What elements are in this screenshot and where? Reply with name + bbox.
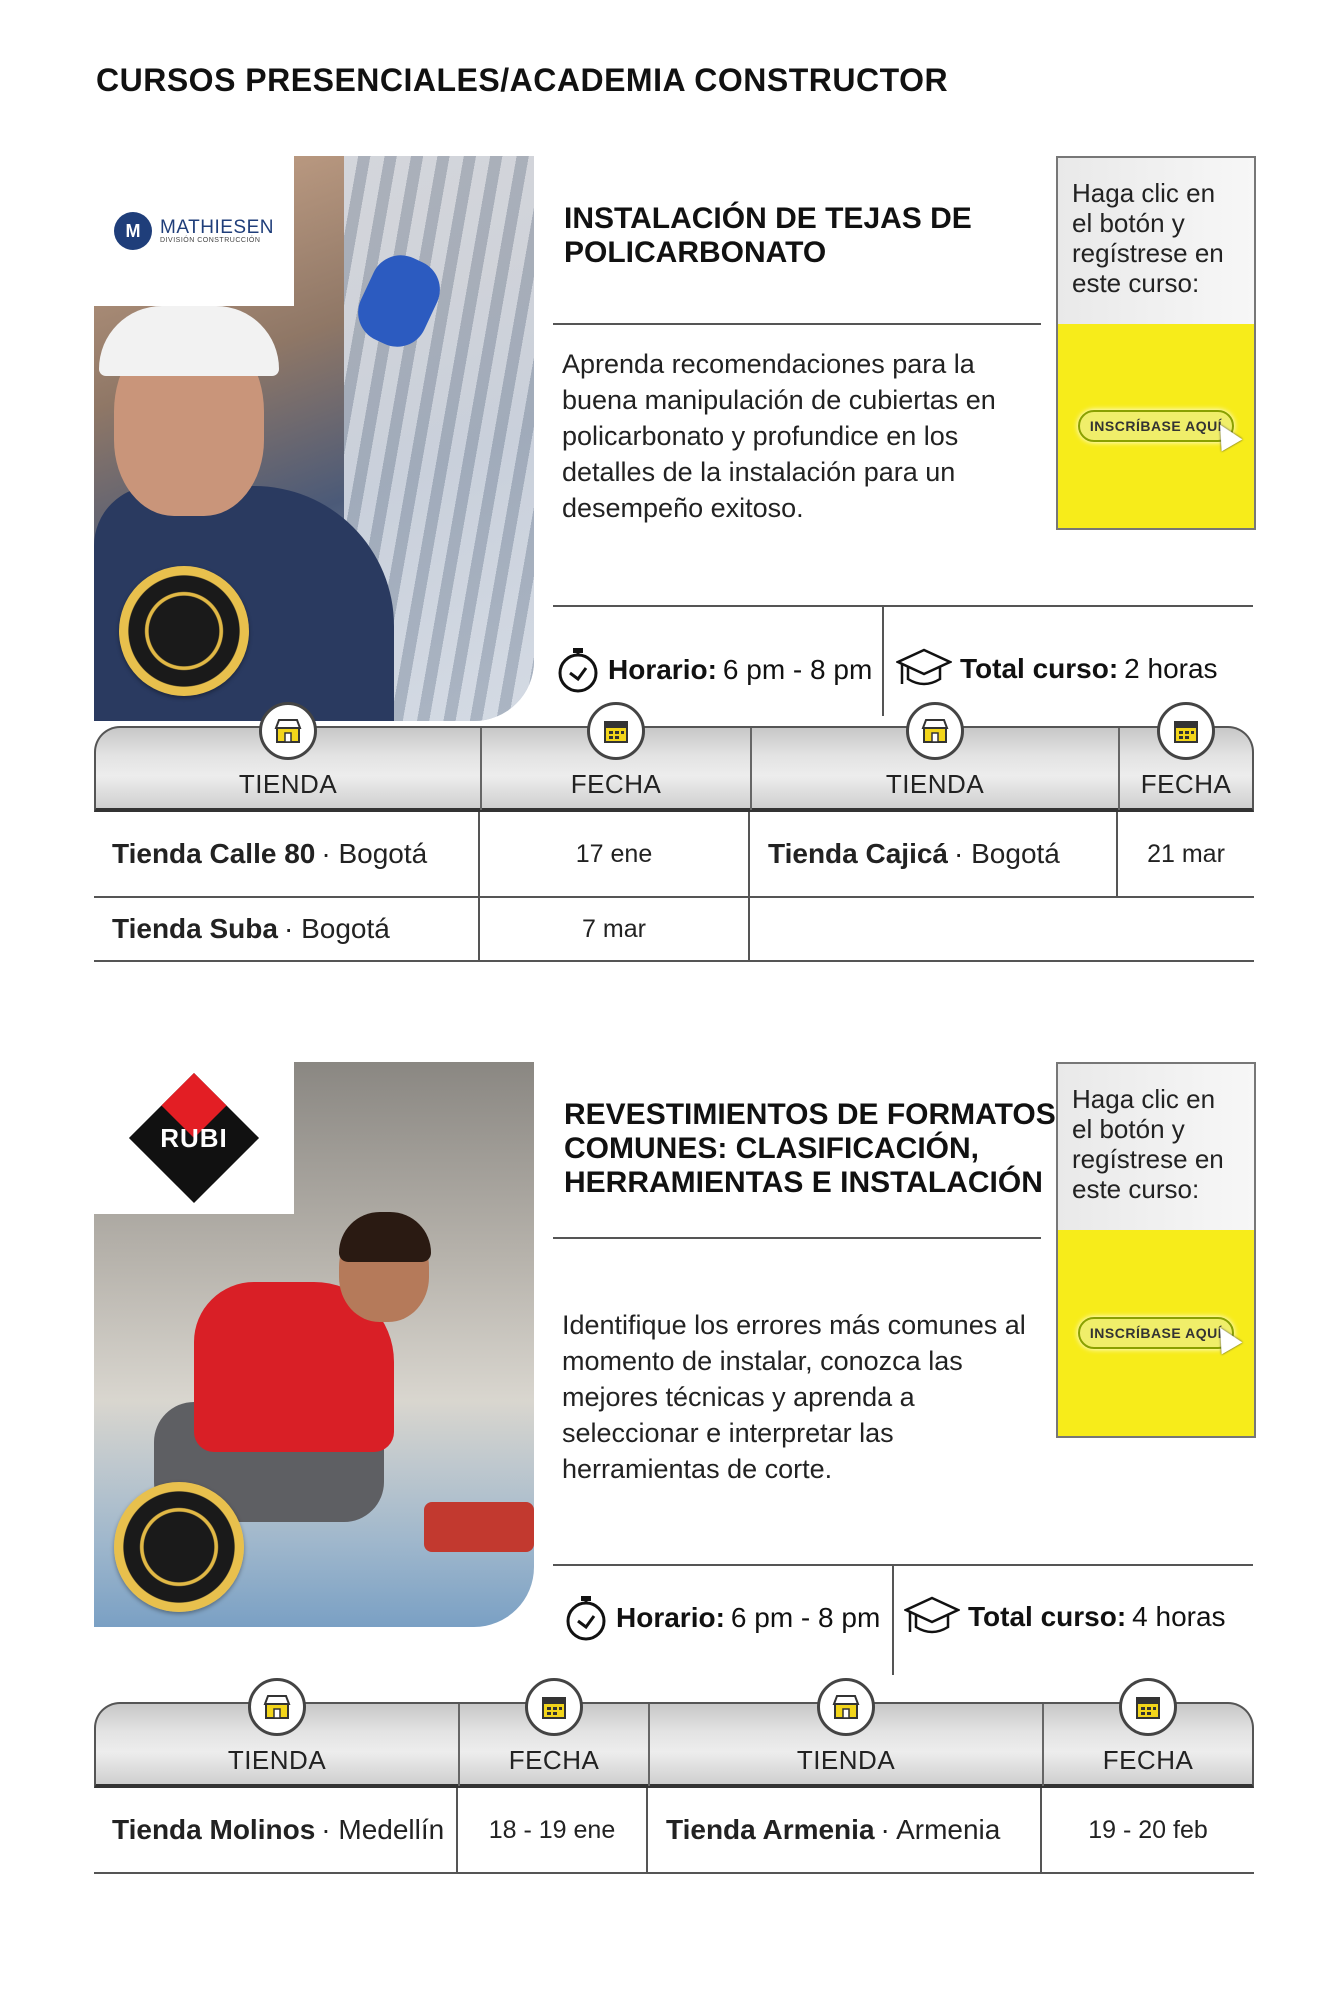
brand-logo-rubi — [94, 1062, 294, 1214]
schedule-value: 6 pm - 8 pm — [722, 654, 873, 685]
course-title: REVESTIMIENTOS DE FORMATOS COMUNES: CLASIFICACIÓN, HERRAMIENTAS E INSTALACIÓN — [564, 1098, 1056, 1199]
store-icon — [248, 1678, 306, 1736]
schedule-label: Horario: — [608, 654, 717, 685]
calendar-icon — [587, 702, 645, 760]
store-cell: Tienda Cajicá · Bogotá — [750, 812, 1118, 896]
header-tienda: TIENDA — [96, 1704, 460, 1786]
certificate-seal-icon — [119, 566, 249, 696]
brand-subtitle: DIVISIÓN CONSTRUCCIÓN — [160, 237, 261, 244]
brand-logo-mathiesen — [94, 156, 294, 306]
duration-value: 2 horas — [1124, 653, 1218, 684]
schedule-label: Horario: — [616, 1602, 725, 1633]
table-row — [94, 1788, 1254, 1874]
table-row — [94, 898, 1254, 962]
store-cell — [750, 898, 1254, 960]
header-fecha: FECHA — [482, 728, 752, 810]
cta-text: Haga clic en el botón y regístrese en este curso: — [1058, 158, 1254, 324]
course-description: Aprenda recomendaciones para la buena manipulación de cubiertas en policarbonato y profundice en los detalles de la instalación para un desempeño exitoso. — [562, 349, 996, 523]
register-button[interactable]: INSCRÍBASE AQUÍ — [1078, 1317, 1234, 1349]
header-fecha: FECHA — [1044, 1704, 1252, 1786]
header-fecha: FECHA — [460, 1704, 650, 1786]
header-fecha: FECHA — [1120, 728, 1252, 810]
duration-label: Total curso: — [968, 1601, 1127, 1632]
certificate-seal-icon — [114, 1482, 244, 1612]
course-photo — [94, 156, 534, 721]
store-icon — [906, 702, 964, 760]
course-duration — [904, 1594, 1226, 1640]
course-title: INSTALACIÓN DE TEJAS DE POLICARBONATO — [564, 202, 972, 269]
table-header — [94, 1702, 1254, 1788]
cta-text: Haga clic en el botón y regístrese en este curso: — [1058, 1064, 1254, 1230]
table-row — [94, 812, 1254, 898]
course-duration — [896, 646, 1218, 692]
mathiesen-logo-icon: M — [114, 212, 152, 250]
table-header — [94, 726, 1254, 812]
store-cell: Tienda Armenia · Armenia — [648, 1788, 1042, 1872]
stopwatch-icon — [556, 646, 600, 694]
brand-name: RUBI — [160, 1122, 228, 1153]
course-photo — [94, 1062, 534, 1627]
date-cell: 18 - 19 ene — [458, 1788, 648, 1872]
register-button[interactable]: INSCRÍBASE AQUÍ — [1078, 410, 1234, 442]
stopwatch-icon — [564, 1594, 608, 1642]
calendar-icon — [1119, 1678, 1177, 1736]
date-cell: 17 ene — [480, 812, 750, 896]
store-icon — [259, 702, 317, 760]
date-cell: 19 - 20 feb — [1088, 1815, 1208, 1844]
date-cell: 7 mar — [480, 898, 750, 960]
calendar-icon — [1157, 702, 1215, 760]
graduation-cap-icon — [896, 646, 952, 692]
header-tienda: TIENDA — [752, 728, 1120, 810]
header-tienda: TIENDA — [96, 728, 482, 810]
store-icon — [817, 1678, 875, 1736]
schedule-table — [94, 1702, 1254, 1874]
header-tienda: TIENDA — [650, 1704, 1044, 1786]
calendar-icon — [525, 1678, 583, 1736]
schedule — [556, 646, 872, 694]
duration-value: 4 horas — [1132, 1601, 1226, 1632]
date-cell: 21 mar — [1147, 839, 1225, 868]
page-title: CURSOS PRESENCIALES/ACADEMIA CONSTRUCTOR — [96, 62, 949, 98]
register-cta — [1056, 1062, 1256, 1438]
schedule-table — [94, 726, 1254, 962]
store-cell: Tienda Suba · Bogotá — [94, 898, 480, 960]
register-cta — [1056, 156, 1256, 530]
duration-label: Total curso: — [960, 653, 1119, 684]
schedule-value: 6 pm - 8 pm — [730, 1602, 881, 1633]
brand-name: MATHIESEN — [160, 217, 274, 238]
store-cell: Tienda Calle 80 · Bogotá — [94, 812, 480, 896]
schedule — [564, 1594, 880, 1642]
course-description: Identifique los errores más comunes al momento de instalar, conozca las mejores técnicas y aprenda a seleccionar e interpretar las herramientas de corte. — [562, 1310, 1026, 1484]
store-cell: Tienda Molinos · Medellín — [94, 1788, 458, 1872]
graduation-cap-icon — [904, 1594, 960, 1640]
